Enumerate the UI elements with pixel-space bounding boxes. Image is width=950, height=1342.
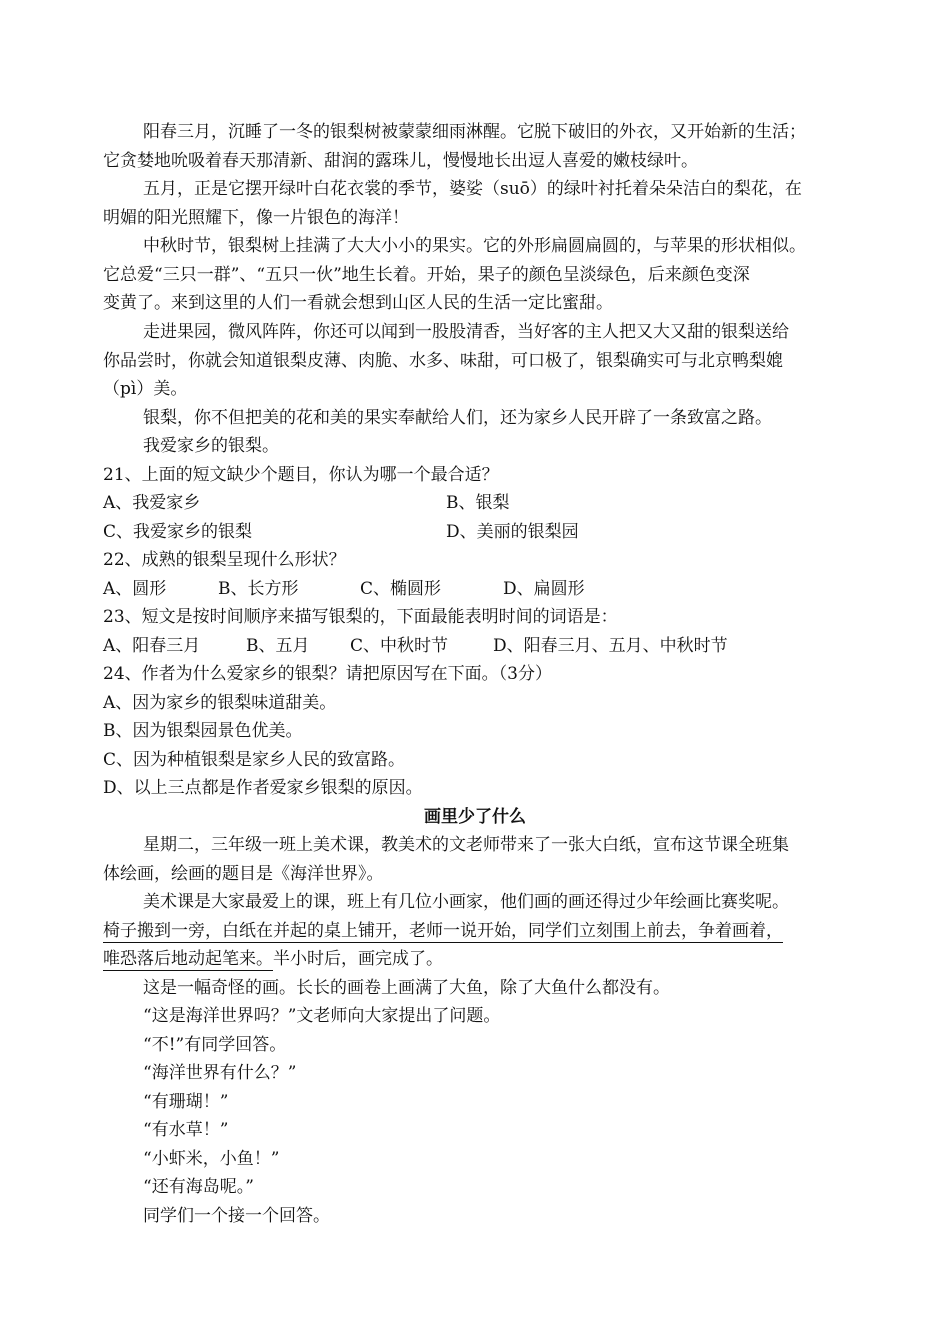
option-b: B、五月 [246,636,310,656]
option-a: A、因为家乡的银梨味道甜美。 [103,693,337,713]
dialogue-line: “还有海岛呢。” [143,1177,254,1197]
option-a: A、我爱家乡 [103,493,201,513]
paragraph-line: 明媚的阳光照耀下，像一片银色的海洋！ [103,208,409,228]
dialogue-line: “有珊瑚！” [143,1092,229,1112]
option-c: C、椭圆形 [360,579,442,599]
paragraph-line: 这是一幅奇怪的画。长长的画卷上画满了大鱼，除了大鱼什么都没有。 [143,978,670,998]
option-a: A、阳春三月 [103,636,201,656]
sentence-text: 半小时后，画完成了。 [273,949,443,969]
option-c: C、因为种植银梨是家乡人民的致富路。 [103,750,406,770]
option-b: B、因为银梨园景色优美。 [103,721,303,741]
paragraph-line: 五月，正是它摆开绿叶白花衣裳的季节，婆娑（suō）的绿叶衬托着朵朵洁白的梨花，在 [143,179,802,199]
passage-title: 画里少了什么 [424,807,526,827]
option-d: D、美丽的银梨园 [446,522,579,542]
paragraph-line: （pì）美。 [103,379,188,399]
option-c: C、中秋时节 [350,636,449,656]
paragraph-line: 体绘画，绘画的题目是《海洋世界》。 [103,864,384,884]
paragraph-line: 走进果园，微风阵阵，你还可以闻到一股股清香，当好客的主人把又大又甜的银梨送给 [143,322,789,342]
paragraph-line: 阳春三月，沉睡了一冬的银梨树被蒙蒙细雨淋醒。它脱下破旧的外衣，又开始新的生活； [143,122,806,142]
paragraph-line: 银梨，你不但把美的花和美的果实奉献给人们，还为家乡人民开辟了一条致富之路。 [143,408,772,428]
dialogue-line: “这是海洋世界吗？”文老师向大家提出了问题。 [143,1006,501,1026]
dialogue-line: “小虾米，小鱼！” [143,1149,280,1169]
option-c: C、我爱家乡的银梨 [103,522,253,542]
paragraph-line [103,948,443,970]
option-b: B、长方形 [218,579,299,599]
option-d: D、以上三点都是作者爱家乡银梨的原因。 [103,778,423,798]
dialogue-line: “海洋世界有什么？” [143,1063,297,1083]
question-stem: 23、短文是按时间顺序来描写银梨的，下面最能表明时间的词语是： [103,607,618,627]
question-stem: 24、作者为什么爱家乡的银梨？请把原因写在下面。（3分） [103,664,552,684]
paragraph-line: 美术课是大家最爱上的课，班上有几位小画家，他们画的画还得过少年绘画比赛奖呢。 [143,892,789,912]
dialogue-line: “有水草！” [143,1120,229,1140]
paragraph-line: 我爱家乡的银梨。 [143,436,279,456]
paragraph-line: 变黄了。来到这里的人们一看就会想到山区人民的生活一定比蜜甜。 [103,293,613,313]
paragraph-line: 你品尝时，你就会知道银梨皮薄、肉脆、水多、味甜，可口极了，银梨确实可与北京鸭梨媲 [103,351,783,371]
paragraph-line-underlined [103,920,783,942]
option-d: D、扁圆形 [503,579,585,599]
option-b: B、银梨 [446,493,510,513]
option-a: A、圆形 [103,579,167,599]
paragraph-line: 它贪婪地吮吸着春天那清新、甜润的露珠儿，慢慢地长出逗人喜爱的嫩枝绿叶。 [103,151,698,171]
underlined-sentence: 唯恐落后地动起笔来。 [103,949,273,969]
question-stem: 22、成熟的银梨呈现什么形状？ [103,550,346,570]
paragraph-line: 它总爱“三只一群”、“五只一伙”地生长着。开始，果子的颜色呈淡绿色，后来颜色变深 [103,265,750,285]
paragraph-line: 同学们一个接一个回答。 [143,1206,330,1226]
paragraph-line: 中秋时节，银梨树上挂满了大大小小的果实。它的外形扁圆扁圆的，与苹果的形状相似。 [143,236,806,256]
question-stem: 21、上面的短文缺少个题目，你认为哪一个最合适？ [103,465,499,485]
option-d: D、阳春三月、五月、中秋时节 [493,636,728,656]
paragraph-line: 星期二，三年级一班上美术课，教美术的文老师带来了一张大白纸，宣布这节课全班集 [143,835,789,855]
underlined-sentence: 椅子搬到一旁，白纸在并起的桌上铺开，老师一说开始，同学们立刻围上前去，争着画着， [103,921,783,941]
dialogue-line: “不!”有同学回答。 [143,1035,287,1055]
